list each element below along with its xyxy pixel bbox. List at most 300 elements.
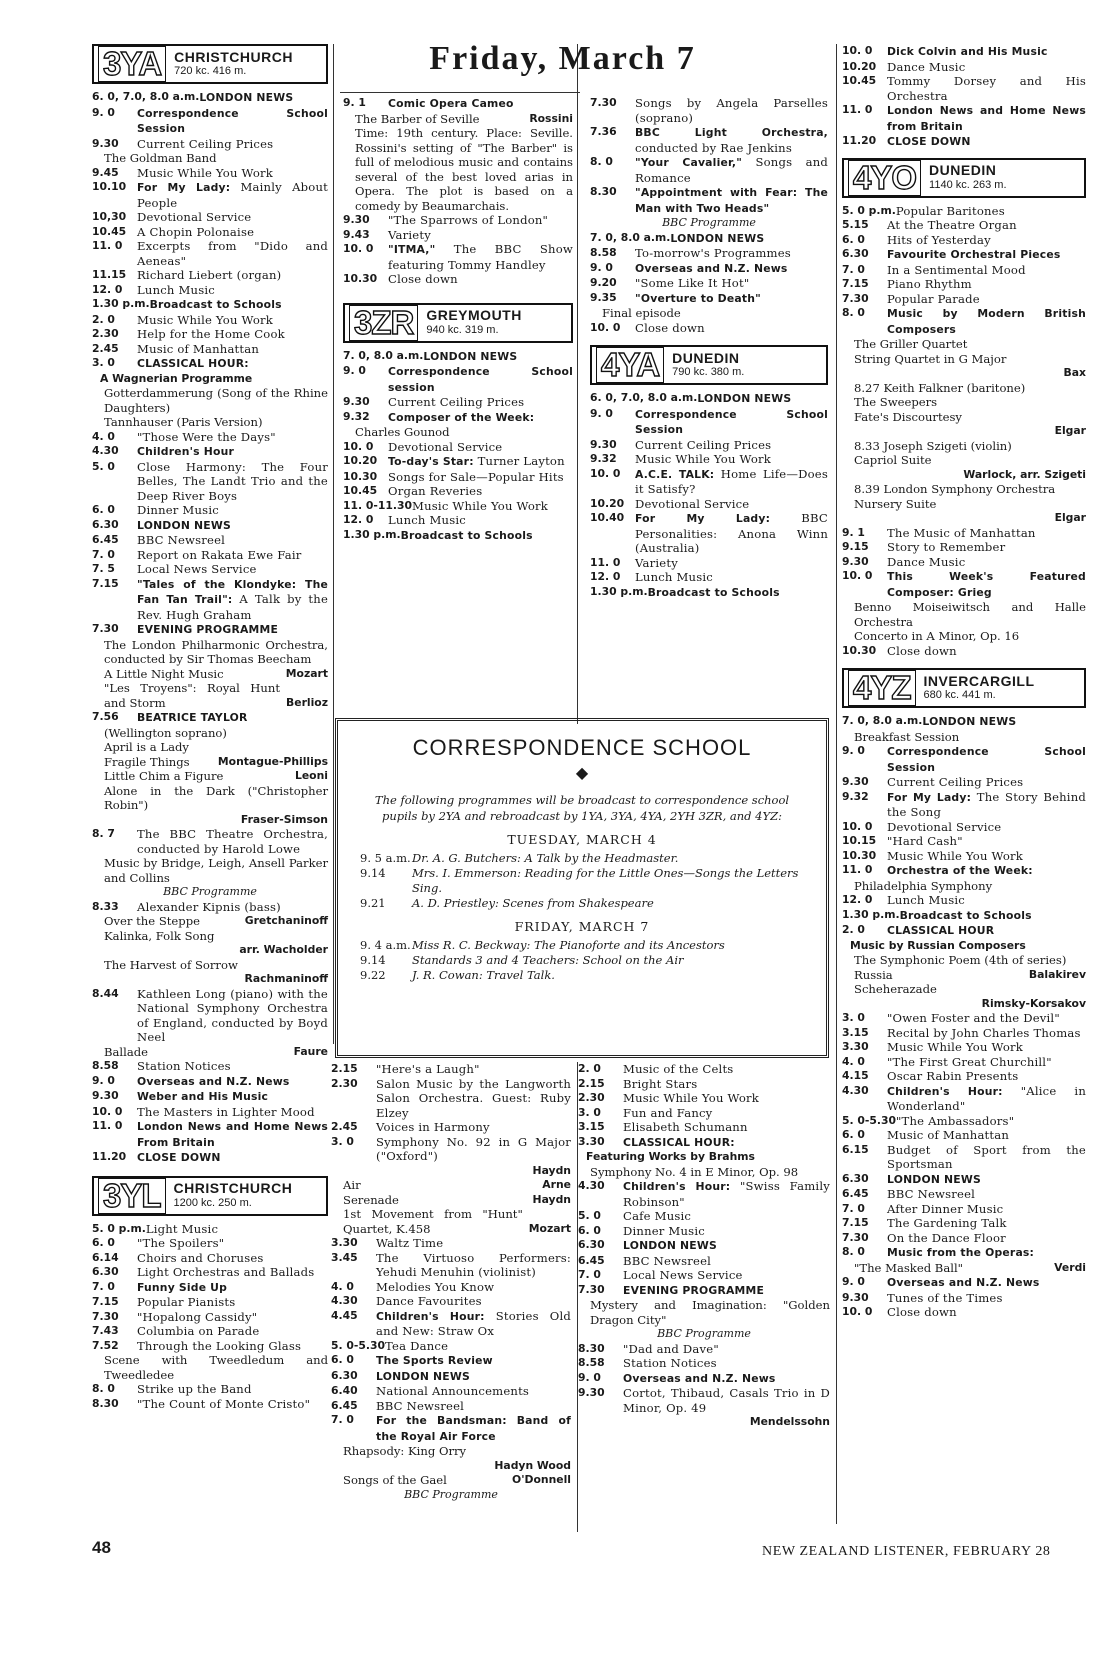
entry-description: Current Ceiling Prices bbox=[635, 437, 772, 452]
entry-description: Columbia on Parade bbox=[137, 1324, 260, 1338]
entry-time: 1.30 p.m. bbox=[343, 527, 401, 541]
entry-time: 6.15 bbox=[842, 1142, 869, 1156]
cs-day-heading: FRIDAY, MARCH 7 bbox=[514, 919, 650, 934]
entry-description: Music While You Work bbox=[137, 165, 273, 180]
programme-entry bbox=[590, 556, 828, 571]
entry-description: "Dad and Dave" bbox=[623, 1341, 719, 1356]
entry-time: 8. 0 bbox=[590, 155, 613, 168]
programme-entry bbox=[343, 484, 573, 499]
station-callsign: 3YL bbox=[98, 1178, 166, 1214]
programme-entry bbox=[590, 585, 828, 601]
programme-entry bbox=[590, 407, 828, 438]
entry-text bbox=[388, 242, 573, 272]
programme-entry bbox=[842, 204, 1086, 219]
entry-heading: Dick Colvin and His Music bbox=[887, 45, 1048, 58]
entry-time: 7. 0, 8.0 a.m. bbox=[590, 230, 671, 244]
detail: Kalinka, Folk Song bbox=[104, 928, 215, 943]
entry-description: In a Sentimental Mood bbox=[887, 262, 1026, 277]
entry-time: 6. 0 bbox=[578, 1223, 601, 1237]
programme-entry bbox=[842, 1011, 1086, 1026]
programme-entry bbox=[842, 714, 1086, 730]
entry-text bbox=[137, 180, 328, 210]
programme-entry bbox=[343, 410, 573, 426]
entry-time: 10.20 bbox=[590, 496, 625, 510]
station-city: CHRISTCHURCH bbox=[173, 1180, 293, 1196]
entry-text bbox=[137, 430, 328, 445]
programme-entry bbox=[92, 460, 328, 504]
entry-description: "Swiss Family Robinson" bbox=[623, 1179, 830, 1209]
entry-time: 6.45 bbox=[842, 1187, 869, 1200]
station-callsign: 3YA bbox=[98, 46, 166, 82]
footer-publication: NEW ZEALAND LISTENER, FEBRUARY 28 bbox=[762, 1544, 1051, 1559]
entry-time: 7.52 bbox=[92, 1338, 119, 1352]
entry-time: 9. 0 bbox=[590, 260, 613, 274]
programme-entry bbox=[842, 1275, 1086, 1291]
entry-text bbox=[623, 1209, 830, 1224]
entry-time: 10. 0 bbox=[343, 242, 374, 255]
entry-heading: Overseas and N.Z. News bbox=[623, 1371, 776, 1385]
entry-time: 4.30 bbox=[842, 1083, 869, 1097]
detail: Final episode bbox=[602, 306, 681, 320]
entry-text bbox=[137, 900, 328, 915]
entry-time: 9.32 bbox=[590, 452, 617, 465]
entry-text bbox=[137, 342, 328, 357]
entry-description: A Talk by the Rev. Hugh Graham bbox=[137, 592, 329, 622]
entry-description: "Those Were the Days" bbox=[137, 429, 276, 444]
column-3-bottom bbox=[578, 1062, 830, 1430]
programme-entry bbox=[578, 1283, 830, 1299]
programme-entry bbox=[92, 503, 328, 518]
programme-entry bbox=[92, 327, 328, 342]
entry-text bbox=[887, 644, 1086, 659]
entry-text bbox=[887, 263, 1086, 278]
entry-time: 8.58 bbox=[92, 1059, 119, 1072]
entry-description: "Alice in Wonderland" bbox=[887, 1083, 1086, 1113]
entry-time: 8.33 bbox=[92, 899, 119, 913]
entry-description: Station Notices bbox=[623, 1356, 717, 1370]
station-schedule bbox=[92, 90, 328, 1166]
station-schedule bbox=[590, 391, 828, 600]
entry-text bbox=[388, 454, 573, 470]
entry-time: 7.15 bbox=[92, 576, 119, 590]
programme-entry bbox=[842, 1172, 1086, 1188]
entry-time: 9.30 bbox=[842, 554, 869, 568]
entry-text bbox=[137, 1295, 328, 1310]
programme-entry bbox=[842, 134, 1086, 150]
detail: Benno Moiseiwitsch and Halle Orchestra bbox=[854, 600, 1086, 629]
entry-description: Cafe Music bbox=[623, 1209, 692, 1223]
entry-description: "Hard Cash" bbox=[887, 834, 963, 848]
entry-description: Oscar Rabin Presents bbox=[887, 1069, 1019, 1083]
detail-composer: Gretchaninoff bbox=[244, 914, 328, 927]
entry-time: 9.30 bbox=[92, 136, 119, 150]
detail-text: Fragile Things bbox=[104, 754, 190, 769]
entry-time: 7.30 bbox=[842, 1230, 869, 1244]
entry-time: 7.30 bbox=[590, 96, 617, 109]
programme-entry bbox=[590, 570, 828, 585]
station-info bbox=[174, 1181, 293, 1210]
cs-entry-time: 9.21 bbox=[360, 896, 386, 910]
entry-description: "Hopalong Cassidy" bbox=[137, 1309, 258, 1324]
entry-text bbox=[887, 834, 1086, 849]
entry-text bbox=[376, 1309, 571, 1339]
entry-text bbox=[635, 125, 828, 155]
entry-text bbox=[388, 513, 573, 528]
programme-entry bbox=[92, 577, 328, 623]
programme-entry bbox=[590, 231, 828, 247]
entry-time: 8. 0 bbox=[842, 306, 865, 319]
detail-line bbox=[92, 914, 328, 929]
entry-time: 7. 0 bbox=[842, 1201, 865, 1215]
programme-entry bbox=[92, 210, 328, 225]
entry-time: 6. 0, 7.0, 8.0 a.m. bbox=[92, 90, 200, 103]
entry-description: Popular Pianists bbox=[137, 1295, 236, 1309]
entry-time: 6. 0 bbox=[92, 503, 115, 516]
entry-description: The Masters in Lighter Mood bbox=[137, 1104, 315, 1119]
station-4ya bbox=[590, 345, 828, 600]
programme-entry bbox=[842, 292, 1086, 307]
entry-time: 9. 0 bbox=[842, 1275, 865, 1288]
cs-entry-time: 9. 5 a.m. bbox=[360, 851, 411, 865]
entry-time: 9.30 bbox=[842, 1290, 869, 1304]
entry-heading: Music by Modern British Composers bbox=[887, 307, 1086, 336]
entry-text bbox=[635, 291, 828, 307]
entry-heading: Overseas and N.Z. News bbox=[635, 261, 788, 275]
entry-text bbox=[376, 1384, 571, 1399]
entry-heading: LONDON NEWS bbox=[137, 518, 231, 532]
entry-heading: "Tales of the Klondyke: The Fan Tan Trail": bbox=[137, 577, 328, 606]
cs-intro: The following programmes will be broadcast to correspondence school pupils by 2YA and rebroadcast by 1YA, 3YA, 4YA, 2YH 3ZR, and 4YZ: bbox=[374, 793, 790, 823]
entry-time: 9. 0 bbox=[842, 744, 865, 757]
entry-text bbox=[137, 1339, 328, 1354]
entry-text bbox=[623, 1238, 830, 1254]
programme-entry bbox=[331, 1251, 571, 1280]
entry-description: conducted by Rae Jenkins bbox=[635, 140, 792, 155]
programme-entry bbox=[331, 1236, 571, 1251]
station-frequency: 1200 kc. 250 m. bbox=[173, 1196, 252, 1209]
entry-text bbox=[623, 1091, 830, 1106]
programme-entry bbox=[92, 90, 328, 106]
cs-entry-description: A. D. Priestley: Scenes from Shakespeare bbox=[412, 896, 654, 910]
station-info bbox=[174, 50, 293, 79]
programme-entry bbox=[343, 528, 573, 544]
entry-text bbox=[887, 292, 1086, 307]
entry-text bbox=[635, 155, 828, 185]
programme-entry bbox=[578, 1224, 830, 1239]
entry-time: 7. 0 bbox=[92, 547, 115, 561]
entry-description: Dance Music bbox=[887, 59, 966, 74]
programme-entry bbox=[590, 246, 828, 261]
entry-heading: EVENING PROGRAMME bbox=[623, 1283, 765, 1297]
entry-description: Waltz Time bbox=[376, 1236, 444, 1250]
entry-description: Close down bbox=[887, 1305, 957, 1319]
station-city: GREYMOUTH bbox=[426, 307, 522, 323]
entry-description: Dinner Music bbox=[623, 1223, 705, 1238]
programme-entry bbox=[343, 440, 573, 455]
detail: Symphony No. 4 in E Minor, Op. 98 bbox=[590, 1164, 799, 1179]
entry-time: 9.30 bbox=[590, 437, 617, 451]
entry-description: BBC Newsreel bbox=[137, 533, 226, 547]
entry-time: 8.30 bbox=[92, 1396, 119, 1410]
entry-composer: Haydn bbox=[532, 1163, 571, 1177]
entry-text bbox=[388, 228, 573, 243]
cs-entry bbox=[360, 938, 804, 953]
programme-entry bbox=[842, 1026, 1086, 1041]
entry-description: Current Ceiling Prices bbox=[388, 395, 525, 409]
detail: 8.39 London Symphony Orchestra bbox=[854, 482, 1056, 496]
entry-description: Mainly About People bbox=[137, 180, 328, 210]
entry-heading: CLOSE DOWN bbox=[887, 135, 971, 148]
entry-description: The Story Behind the Song bbox=[887, 789, 1087, 819]
entry-text bbox=[887, 134, 1086, 150]
detail-line bbox=[842, 968, 1086, 983]
programme-entry bbox=[842, 834, 1086, 849]
entry-time: 3.45 bbox=[331, 1250, 358, 1264]
entry-time: 4.30 bbox=[578, 1179, 605, 1192]
entry-time: 7.30 bbox=[92, 622, 119, 635]
entry-text bbox=[887, 820, 1086, 835]
entry-text bbox=[376, 1353, 571, 1369]
entry-heading: LONDON NEWS bbox=[623, 1239, 717, 1252]
entry-description: Music While You Work bbox=[623, 1091, 759, 1105]
entry-text bbox=[670, 231, 828, 247]
detail: Capriol Suite bbox=[854, 453, 932, 467]
entry-time: 9.30 bbox=[578, 1386, 605, 1399]
programme-entry bbox=[92, 137, 328, 152]
entry-time: 6.30 bbox=[842, 247, 869, 260]
programme-entry bbox=[842, 1187, 1086, 1202]
programme-entry bbox=[842, 555, 1086, 570]
entry-description: Dance Favourites bbox=[376, 1294, 482, 1308]
entry-heading: Favourite Orchestral Pieces bbox=[887, 248, 1061, 261]
entry-description: Organ Reveries bbox=[388, 484, 483, 498]
entry-description: BBC Personalities: Anona Winn (Australia) bbox=[635, 511, 828, 555]
programme-entry bbox=[842, 1114, 1086, 1129]
entry-text bbox=[623, 1120, 830, 1135]
entry-text bbox=[887, 1187, 1086, 1202]
entry-time: 4.45 bbox=[331, 1308, 358, 1322]
entry-description: At the Theatre Organ bbox=[887, 218, 1017, 232]
detail: (Wellington soprano) bbox=[104, 725, 227, 740]
entry-text bbox=[623, 1135, 830, 1151]
entry-time: 1.30 p.m. bbox=[92, 297, 150, 310]
cs-entry-time: 9.14 bbox=[360, 866, 386, 880]
entry-heading: EVENING PROGRAMME bbox=[137, 623, 279, 636]
entry-description: Lunch Music bbox=[887, 893, 965, 907]
programme-entry bbox=[842, 1128, 1086, 1143]
entry-time: 11. 0 bbox=[92, 239, 123, 252]
entry-text bbox=[137, 1089, 328, 1105]
entry-description: Popular Baritones bbox=[895, 203, 1005, 218]
programme-entry bbox=[842, 263, 1086, 278]
programme-entry bbox=[92, 1295, 328, 1310]
detail-composer: Mozart bbox=[285, 666, 328, 680]
detail-line bbox=[331, 1178, 571, 1193]
entry-description: Popular Parade bbox=[887, 291, 980, 306]
programme-entry bbox=[842, 103, 1086, 134]
entry-heading: LONDON NEWS bbox=[697, 392, 792, 405]
entry-text bbox=[896, 204, 1086, 219]
entry-time: 6. 0 bbox=[92, 1236, 115, 1249]
entry-text bbox=[376, 1399, 571, 1414]
entry-time: 10. 0 bbox=[842, 819, 873, 833]
entry-text bbox=[137, 710, 328, 726]
entry-time: 4.30 bbox=[92, 444, 119, 457]
programme-entry bbox=[92, 987, 328, 1045]
entry-text bbox=[635, 185, 828, 216]
entry-heading: Weber and His Music bbox=[137, 1090, 269, 1103]
programme-entry bbox=[578, 1120, 830, 1135]
programme-entry bbox=[590, 261, 828, 277]
programme-entry bbox=[578, 1238, 830, 1254]
entry-time: 10. 0 bbox=[92, 1104, 123, 1118]
entry-description: "Here's a Laugh" bbox=[376, 1062, 480, 1076]
detail: Charles Gounod bbox=[355, 425, 450, 439]
cs-entry-description: J. R. Cowan: Travel Talk. bbox=[412, 968, 555, 982]
programme-entry bbox=[842, 790, 1086, 820]
detail-composer: Balakirev bbox=[1028, 967, 1086, 981]
programme-entry bbox=[92, 1236, 328, 1251]
entry-text bbox=[887, 1084, 1086, 1114]
entry-text bbox=[887, 44, 1086, 60]
entry-time: 10.45 bbox=[92, 224, 127, 238]
entry-text bbox=[887, 1305, 1086, 1320]
detail: Time: 19th century. Place: Seville. Rossini's setting of "The Barber" is full of melodious music and contains several of the best loved arias in Opera. The plot is based on a comedy by Beaumarchais. bbox=[355, 126, 573, 213]
entry-time: 9. 1 bbox=[842, 525, 865, 539]
entry-time: 2.30 bbox=[578, 1091, 605, 1104]
entry-description: Station Notices bbox=[137, 1059, 231, 1073]
entry-time: 9.43 bbox=[343, 227, 370, 241]
station-callsign: 4YA bbox=[596, 347, 664, 383]
programme-entry bbox=[92, 1105, 328, 1120]
entry-time: 2. 0 bbox=[578, 1062, 601, 1075]
entry-heading: Orchestra of the Week: bbox=[887, 864, 1033, 877]
detail: The London Philharmonic Orchestra, conducted by Sir Thomas Beecham bbox=[104, 637, 328, 666]
station-3yl bbox=[92, 1176, 328, 1412]
column-rule bbox=[333, 44, 334, 1044]
entry-text bbox=[376, 1294, 571, 1309]
entry-text bbox=[137, 460, 328, 504]
cs-entry bbox=[360, 896, 804, 911]
programme-entry bbox=[343, 242, 573, 272]
entry-heading: For My Lady: bbox=[635, 512, 771, 525]
entry-description: Music While You Work bbox=[887, 848, 1023, 863]
programme-entry bbox=[842, 540, 1086, 555]
entry-text bbox=[137, 503, 328, 518]
entry-text bbox=[385, 1339, 571, 1354]
entry-time: 11. 0 bbox=[842, 863, 873, 876]
entry-time: 10.20 bbox=[343, 454, 378, 467]
detail: The Sweepers bbox=[854, 395, 938, 409]
programme-entry bbox=[842, 1245, 1086, 1261]
station-schedule bbox=[92, 1222, 328, 1412]
programme-entry bbox=[842, 74, 1086, 103]
detail-line bbox=[92, 769, 328, 784]
entry-time: 10,30 bbox=[92, 210, 127, 223]
programme-entry bbox=[92, 1251, 328, 1266]
entry-description: Lunch Music bbox=[388, 513, 466, 527]
entry-text bbox=[388, 470, 573, 485]
col3-bottom-list bbox=[578, 1062, 830, 1430]
programme-entry bbox=[842, 923, 1086, 939]
entry-description: Current Ceiling Prices bbox=[887, 775, 1024, 789]
entry-text bbox=[376, 1077, 571, 1121]
composer: Elgar bbox=[1054, 424, 1086, 437]
programme-subheading: Featuring Works by Brahms bbox=[586, 1150, 755, 1163]
programme-entry bbox=[590, 155, 828, 185]
entry-heading: Overseas and N.Z. News bbox=[137, 1074, 290, 1088]
programme-credit: BBC Programme bbox=[163, 885, 257, 898]
entry-time: 9.45 bbox=[92, 165, 119, 179]
entry-heading: Composer of the Week: bbox=[388, 410, 535, 424]
entry-text bbox=[887, 744, 1086, 775]
entry-time: 8. 0 bbox=[92, 1382, 115, 1395]
entry-time: 3. 0 bbox=[842, 1011, 865, 1024]
entry-text bbox=[137, 210, 328, 225]
entry-text bbox=[635, 452, 828, 467]
programme-entry bbox=[343, 228, 573, 243]
programme-entry bbox=[842, 1069, 1086, 1084]
detail: Scheherazade bbox=[854, 982, 937, 996]
entry-time: 10.20 bbox=[842, 59, 877, 73]
entry-heading: Music from the Operas: bbox=[887, 1246, 1035, 1259]
entry-text bbox=[388, 484, 573, 499]
programme-entry bbox=[842, 218, 1086, 233]
entry-text bbox=[635, 246, 828, 261]
entry-heading: To-day's Star: bbox=[388, 455, 474, 468]
entry-text bbox=[137, 166, 328, 181]
detail: String Quartet in G Major bbox=[854, 351, 1007, 366]
entry-time: 5. 0 p.m. bbox=[842, 203, 896, 217]
station-info bbox=[929, 163, 1006, 192]
programme-entry bbox=[92, 622, 328, 638]
programme-entry bbox=[92, 1089, 328, 1105]
entry-description: Variety bbox=[635, 555, 678, 570]
programme-entry bbox=[578, 1254, 830, 1269]
entry-text bbox=[137, 622, 328, 638]
programme-entry bbox=[842, 775, 1086, 790]
entry-time: 12. 0 bbox=[343, 513, 374, 526]
entry-description: The BBC Theatre Orchestra, conducted by Harold Lowe bbox=[137, 827, 328, 856]
entry-text bbox=[137, 562, 328, 577]
entry-time: 6. 0, 7.0, 8.0 a.m. bbox=[590, 391, 698, 404]
column-1 bbox=[92, 40, 328, 1411]
programme-entry bbox=[578, 1268, 830, 1283]
entry-time: 10.40 bbox=[590, 511, 625, 524]
entry-time: 3.15 bbox=[842, 1025, 869, 1039]
entry-text bbox=[376, 1120, 571, 1135]
entry-description: Cortot, Thibaud, Casals Trio in D Minor, Op. 49 bbox=[623, 1386, 830, 1415]
programme-entry bbox=[578, 1091, 830, 1106]
entry-time: 10. 0 bbox=[343, 439, 374, 453]
entry-text bbox=[623, 1386, 830, 1415]
entry-text bbox=[146, 1222, 328, 1237]
entry-description: Richard Liebert (organ) bbox=[137, 268, 282, 282]
entry-time: 10.30 bbox=[343, 469, 378, 483]
programme-entry bbox=[92, 827, 328, 856]
entry-time: 12. 0 bbox=[92, 282, 123, 296]
entry-text bbox=[887, 1291, 1086, 1306]
composer: Fraser-Simson bbox=[240, 812, 328, 826]
entry-text bbox=[137, 1150, 328, 1166]
entry-time: 1.30 p.m. bbox=[590, 584, 648, 598]
entry-description: To-morrow's Programmes bbox=[635, 246, 791, 260]
entry-time: 11. 0 bbox=[842, 103, 873, 116]
entry-text bbox=[137, 106, 328, 137]
entry-text bbox=[137, 313, 328, 328]
detail-text: Ballade bbox=[104, 1044, 149, 1059]
entry-time: 7. 0 bbox=[331, 1413, 354, 1426]
